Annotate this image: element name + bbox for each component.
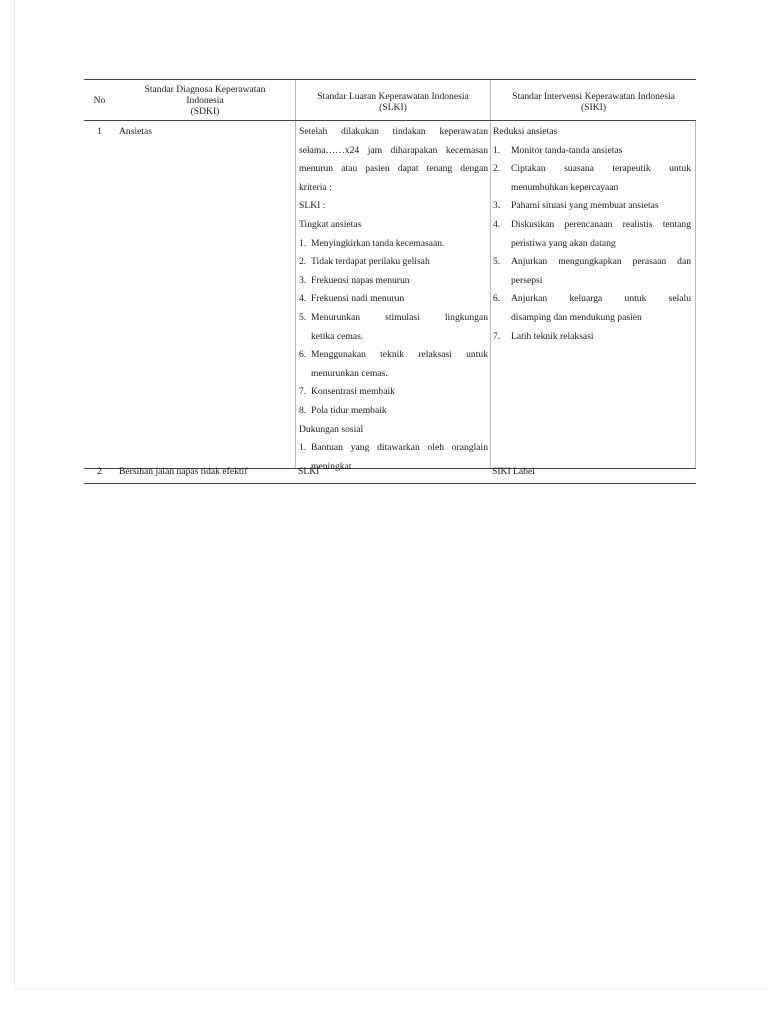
list-number: 7. [493, 330, 501, 342]
header-siki-line: (SIKI) [580, 102, 607, 113]
list-text-line: persepsi [511, 274, 543, 286]
slki-outcome-cell [295, 121, 490, 472]
row-number: 2 [97, 466, 102, 477]
list-text [511, 197, 691, 216]
slki-cell: SLKI [298, 466, 320, 477]
list-text [511, 290, 691, 327]
list-text-line: Tidak terdapat perilaku gelisah [311, 256, 430, 268]
list-text [511, 253, 691, 290]
header-sdki [115, 80, 295, 120]
slki-criteria-item [299, 383, 488, 402]
list-number: 2. [493, 163, 501, 175]
list-number: 5. [299, 311, 307, 323]
siki-title: Reduksi ansietas [493, 126, 558, 137]
list-text-line: disamping dan mendukung pasien [511, 311, 642, 323]
list-text-line: ketika cemas. [311, 330, 364, 342]
slki-intro-line: selama……x24 jam diharapakan kecemasan [299, 144, 488, 156]
list-text [511, 160, 691, 197]
siki-intervention-item [493, 328, 691, 347]
list-text-line: Frekuensi nadi menurun [311, 293, 405, 305]
list-text-line: Bantuan yang ditawarkan oleh oranglain [311, 442, 488, 454]
list-text-line: Anjurkan mengungkapkan perasaan dan [511, 256, 691, 268]
slki-label: SLKI : [299, 200, 326, 212]
list-text [311, 402, 488, 421]
slki-criteria-item [299, 309, 488, 346]
list-text [311, 309, 488, 346]
header-sdki-line: Indonesia [186, 94, 224, 106]
row-number: 1 [97, 126, 102, 137]
list-number: 7. [299, 386, 307, 398]
list-text [511, 328, 691, 347]
siki-intervention-list [493, 142, 691, 347]
list-text [311, 253, 488, 272]
list-text-line: Ciptakan suasana terapeutik untuk [511, 163, 691, 175]
slki-section-title: Dukungan sosial [299, 423, 364, 435]
siki-intervention-item [493, 216, 691, 253]
list-number: 6. [299, 349, 307, 361]
list-number: 8. [299, 404, 307, 416]
header-sdki-line: (SDKI) [190, 105, 220, 117]
list-number: 1. [299, 442, 307, 454]
page-bottom-edge [14, 988, 768, 989]
list-number: 4. [299, 293, 307, 305]
slki-criteria-item [299, 272, 488, 291]
list-number: 6. [493, 293, 501, 305]
siki-intervention-item [493, 197, 691, 216]
list-text-line: Diskusikan perencanaan realistis tentang [511, 218, 691, 230]
list-text-line: Monitor tanda-tanda ansietas [511, 144, 623, 156]
list-text-line: peristiwa yang akan datang [511, 237, 616, 249]
nursing-care-plan-table [84, 79, 696, 484]
list-number: 3. [493, 200, 501, 212]
header-slki-line: Standar Luaran Keperawatan Indonesia [317, 91, 469, 102]
list-text-line: Konsentrasi membaik [311, 386, 395, 398]
list-number: 5. [493, 256, 501, 268]
header-siki-line: Standar Intervensi Keperawatan Indonesia [512, 91, 675, 102]
slki-criteria-list [299, 235, 488, 421]
list-number: 4. [493, 218, 501, 230]
list-number: 1. [299, 237, 307, 249]
list-text-line: menurunkan cemas. [311, 367, 388, 379]
list-number: 1. [493, 144, 501, 156]
slki-criteria-item [299, 290, 488, 309]
list-number: 2. [299, 256, 307, 268]
header-siki [490, 80, 696, 120]
header-slki [295, 80, 490, 120]
header-sdki-line: Standar Diagnosa Keperawatan [144, 83, 266, 95]
list-text [311, 235, 488, 254]
diagnosis-cell: Bersihan jalan napas tidak efektif [119, 466, 248, 477]
list-text-line: Menyingkirkan tanda kecemasaan. [311, 237, 445, 249]
slki-intro-line: menurun atau pasien dapat tenang dengan [299, 163, 488, 175]
slki-criteria-item [299, 346, 488, 383]
table-header-row [84, 79, 696, 121]
list-text-line: Latih teknik relaksasi [511, 330, 594, 342]
page-left-edge [14, 0, 15, 988]
siki-intervention-item [493, 142, 691, 161]
list-text [311, 290, 488, 309]
slki-criteria-item [299, 235, 488, 254]
list-text-line: Menggunakan teknik relaksasi untuk [311, 349, 488, 361]
header-slki-line: (SLKI) [379, 102, 407, 113]
siki-intervention-item [493, 253, 691, 290]
slki-intro-line: kriteria : [299, 181, 332, 193]
list-text [311, 272, 488, 291]
slki-criteria-item [299, 253, 488, 272]
list-text-line: Pahami situasi yang membuat ansietas [511, 200, 659, 212]
list-text [511, 142, 691, 161]
slki-intro-line: Setelah dilakukan tindakan keperawatan [299, 126, 488, 137]
list-number: 3. [299, 274, 307, 286]
list-text-line: Menurunkan stimulasi lingkungan [311, 311, 488, 323]
list-text-line: Anjurkan keluarga untuk selalu [511, 293, 691, 305]
list-text [511, 216, 691, 253]
siki-intervention-cell [490, 121, 696, 468]
header-no: No [93, 94, 106, 106]
list-text-line: Pola tidur membaik [311, 404, 387, 416]
slki-criteria-item [299, 402, 488, 421]
list-text-line: Frekuensi napas menurun [311, 274, 410, 286]
siki-intervention-item [493, 160, 691, 197]
siki-cell: SIKI Label [492, 466, 535, 477]
list-text [311, 383, 488, 402]
list-text [311, 346, 488, 383]
list-text-line: meningkat [311, 460, 352, 472]
list-text-line: menumbuhkan kepercayaan [511, 181, 619, 193]
diagnosis-cell: Ansietas [119, 126, 153, 137]
slki-section-title: Tingkat ansietas [299, 218, 362, 230]
siki-intervention-item [493, 290, 691, 327]
